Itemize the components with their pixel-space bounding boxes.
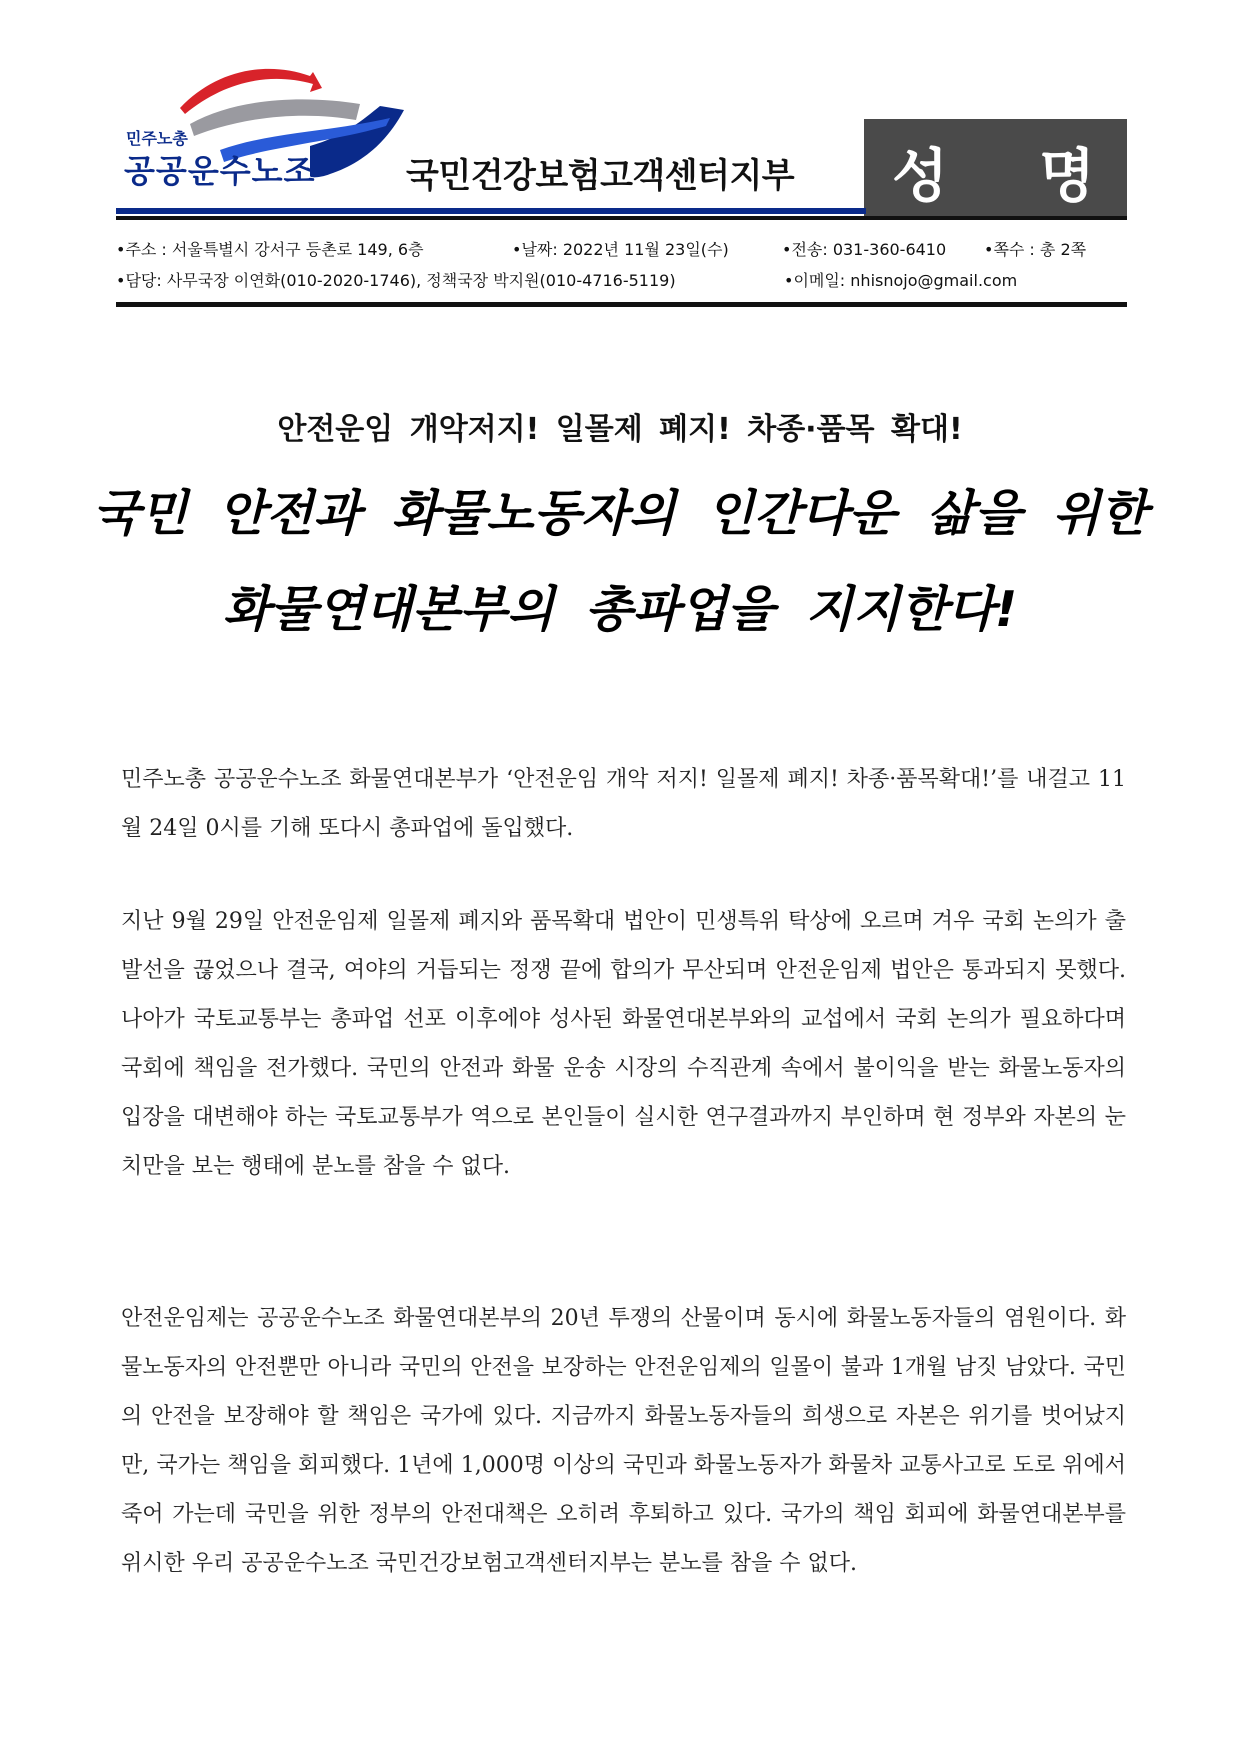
letterhead [116,60,1127,220]
header-navy-rule [116,208,866,214]
info-contact: •담당: 사무국장 이연화(010-2020-1746), 정책국장 박지원(010-4716-5119) [116,271,676,290]
body-paragraph-2: 지난 9월 29일 안전운임제 일몰제 폐지와 품목확대 법안이 민생특위 탁상에 오르며 겨우 국회 논의가 출발선을 끊었으나 결국, 여야의 거듭되는 정쟁 끝에 합의가 무산되며 안전운임제 법안은 통과되지 못했다. 나아가 국토교통부는 총파업 선포 이후에야 성사된 화물연대본부와의 교섭에서 국회 논의가 필요하다며 국회에 책임을 전가했다. 국민의 안전과 화물 운송 시장의 수직관계 속에서 불이익을 받는 화물노동자의 입장을 대변해야 하는 국토교통부가 역으로 본인들이 실시한 연구결과까지 부인하며 현 정부와 자본의 눈치만을 보는 행태에 분노를 참을 수 없다. [121,909,1126,1179]
info-date: •날짜: 2022년 11월 23일(수) [512,240,729,259]
body-paragraph-3: 안전운임제는 공공운수노조 화물연대본부의 20년 투쟁의 산물이며 동시에 화물노동자들의 염원이다. 화물노동자의 안전뿐만 아니라 국민의 안전을 보장하는 안전운임제의 일몰이 불과 1개월 남짓 남았다. 국민의 안전을 보장해야 할 책임은 국가에 있다. 지금까지 화물노동자들의 희생으로 자본은 위기를 벗어났지만, 국가는 책임을 회피했다. 1년에 1,000명 이상의 국민과 화물노동자가 화물차 교통사고로 도로 위에서 죽어 가는데 국민을 위한 정부의 안전대책은 오히려 후퇴하고 있다. 국가의 책임 회피에 화물연대본부를 위시한 우리 공공운수노조 국민건강보험고객센터지부는 분노를 참을 수 없다. [121,1306,1126,1576]
body-paragraph-1: 민주노총 공공운수노조 화물연대본부가 ‘안전운임 개악 저지! 일몰제 폐지! 차종·품목확대!’를 내걸고 11월 24일 0시를 기해 또다시 총파업에 돌입했다. [121,767,1126,841]
info-rule [116,302,1127,307]
statement-subtitle: 안전운임 개악저지! 일몰제 폐지! 차종·품목 확대! [277,412,963,447]
statement-label-char-2: 명 [1039,142,1096,210]
logo-title: 공공운수노조 [124,152,316,190]
header-black-rule [116,216,1127,220]
info-fax: •전송: 031-360-6410 [782,240,947,259]
statement-headline-line-2: 화물연대본부의 총파업을 지지한다! [222,581,1018,638]
statement-headline-line-1: 국민 안전과 화물노동자의 인간다운 삶을 위한 [92,485,1148,542]
info-email: •이메일: nhisnojo@gmail.com [784,271,1018,290]
logo-subtitle: 민주노총 [126,129,188,148]
statement-label-char-1: 성 [892,142,949,210]
info-address: •주소 : 서울특별시 강서구 등촌로 149, 6층 [116,240,424,259]
branch-name: 국민건강보험고객센터지부 [406,156,795,196]
statement-label [864,119,1127,217]
info-pages: •쪽수 : 총 2쪽 [984,240,1087,259]
union-logo [116,60,416,200]
